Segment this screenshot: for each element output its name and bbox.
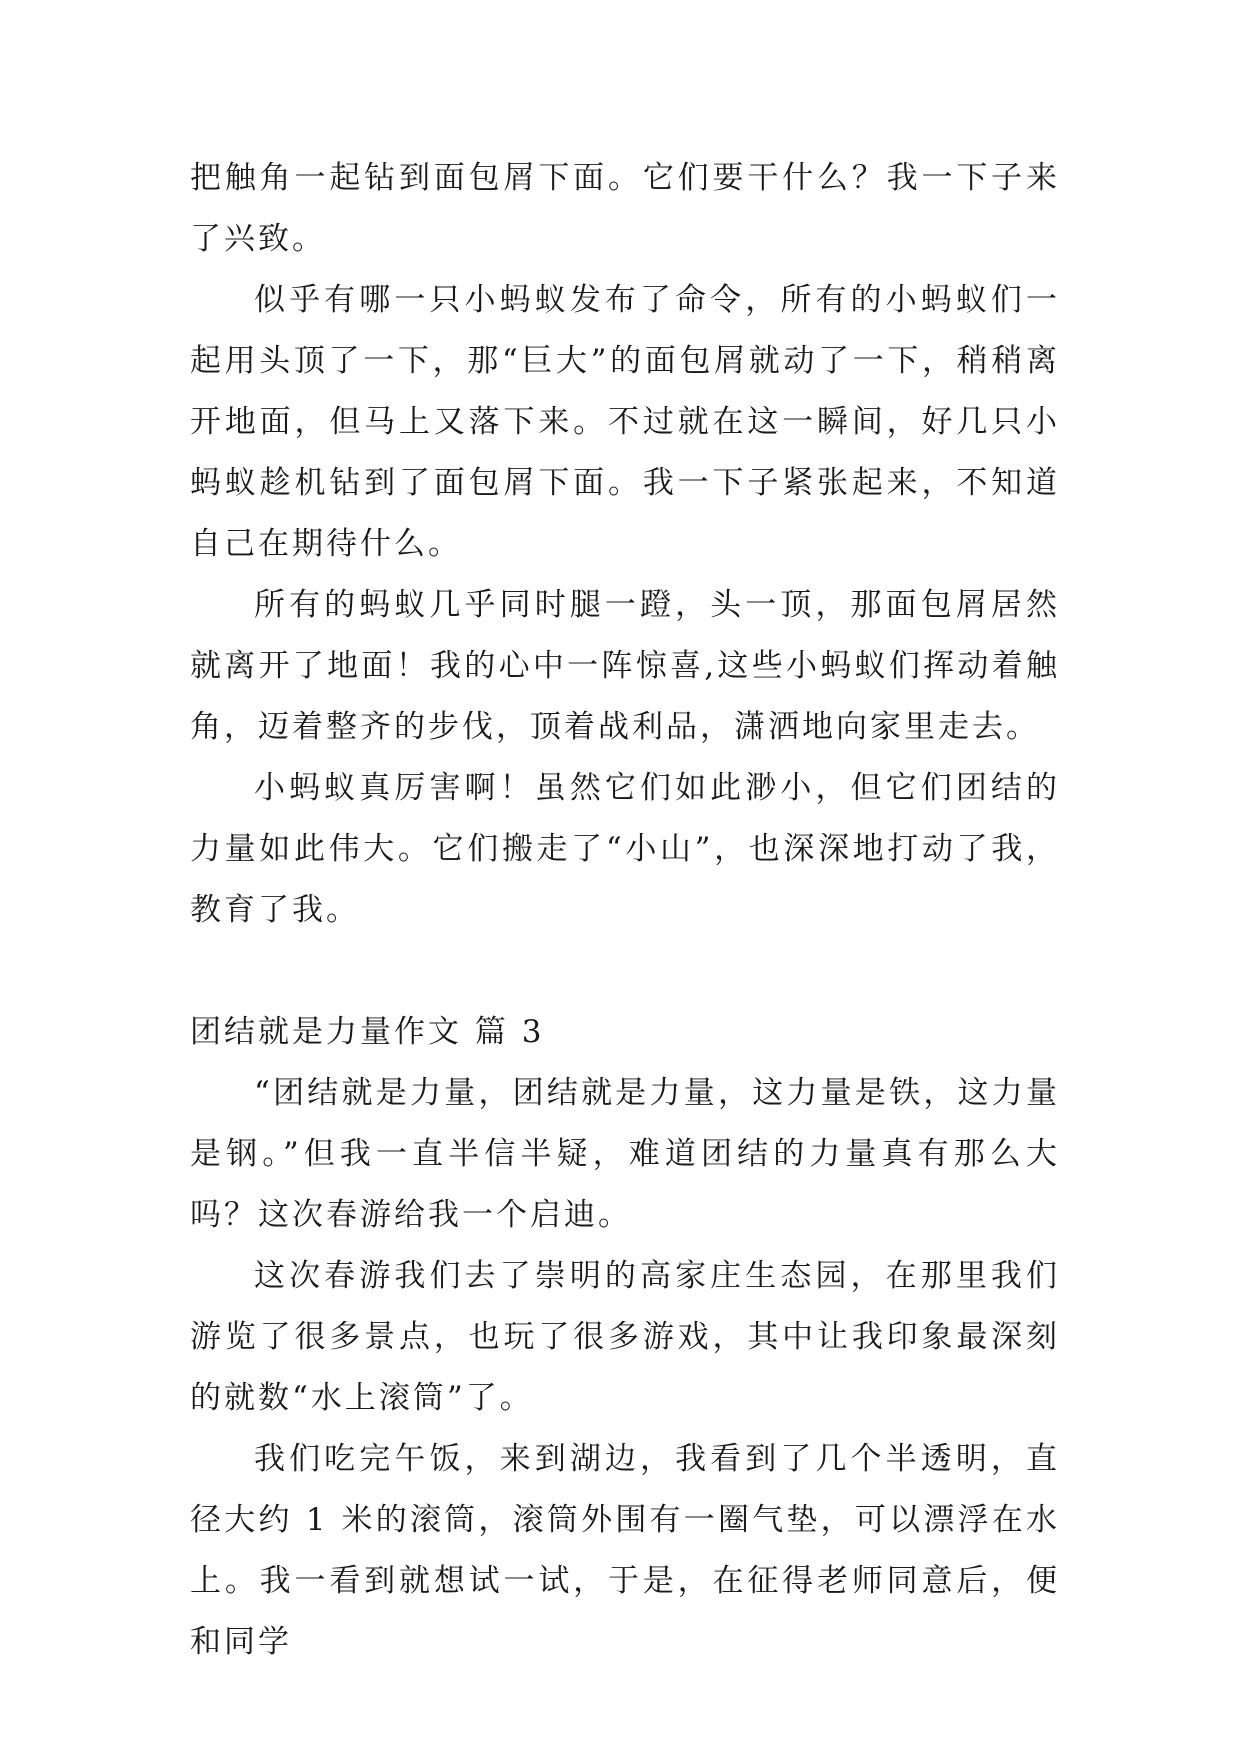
section-heading: 团结就是力量作文 篇 3 — [190, 1014, 545, 1050]
paragraph-continued: 把触角一起钻到面包屑下面。它们要干什么？我一下子来了兴致。 — [190, 160, 1060, 257]
document-body — [190, 148, 1060, 1673]
paragraph-spring-trip: 这次春游我们去了崇明的高家庄生态园，在那里我们游览了很多景点，也玩了很多游戏，其中让我印象最深刻的就数“水上滚筒”了。 — [190, 1258, 1060, 1416]
paragraph-ants-lift: 所有的蚂蚁几乎同时腿一蹬，头一顶，那面包屑居然就离开了地面！我的心中一阵惊喜,这些小蚂蚁们挥动着触角，迈着整齐的步伐，顶着战利品，潇洒地向家里走去。 — [190, 587, 1060, 745]
paragraph-ants-command: 似乎有哪一只小蚂蚁发布了命令，所有的小蚂蚁们一起用头顶了一下，那“巨大”的面包屑就动了一下，稍稍离开地面，但马上又落下来。不过就在这一瞬间，好几只小蚂蚁趁机钻到了面包屑下面。我一下子紧张起来，不知道自己在期待什么。 — [190, 282, 1060, 562]
paragraph-song-quote: “团结就是力量，团结就是力量，这力量是铁，这力量是钢。”但我一直半信半疑，难道团结的力量真有那么大吗？这次春游给我一个启迪。 — [190, 1075, 1060, 1233]
paragraph-ants-conclusion: 小蚂蚁真厉害啊！虽然它们如此渺小，但它们团结的力量如此伟大。它们搬走了“小山”，也深深地打动了我，教育了我。 — [190, 770, 1060, 928]
paragraph-water-roller: 我们吃完午饭，来到湖边，我看到了几个半透明，直径大约 1 米的滚筒，滚筒外围有一圈气垫，可以漂浮在水上。我一看到就想试一试，于是，在征得老师同意后，便和同学 — [190, 1441, 1060, 1660]
